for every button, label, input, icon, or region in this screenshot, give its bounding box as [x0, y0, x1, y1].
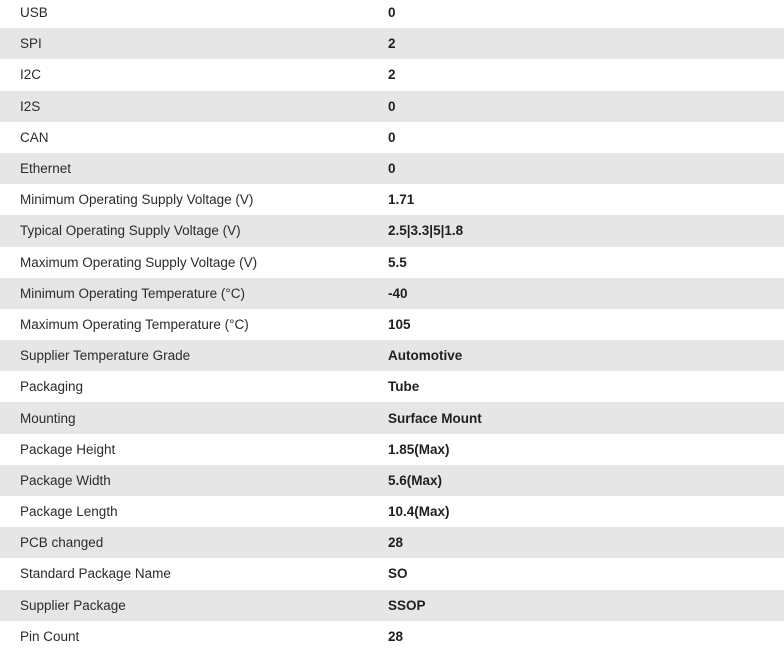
spec-row-package-width	[0, 465, 784, 496]
spec-row-i2c	[0, 59, 784, 90]
spec-label: Maximum Operating Supply Voltage (V)	[20, 254, 258, 270]
spec-value: 105	[388, 316, 411, 332]
spec-value: Automotive	[388, 348, 463, 364]
spec-row-mounting	[0, 402, 784, 433]
spec-label: I2C	[20, 67, 42, 83]
spec-row-standard-package-name	[0, 558, 784, 589]
spec-value: 0	[388, 129, 396, 145]
spec-row-package-height	[0, 434, 784, 465]
spec-label: Minimum Operating Temperature (°C)	[20, 285, 245, 301]
spec-value: 28	[388, 628, 404, 644]
spec-row-max-operating-temperature	[0, 309, 784, 340]
spec-row-spi	[0, 28, 784, 59]
spec-row-max-supply-voltage	[0, 247, 784, 278]
spec-value: 2	[388, 36, 396, 52]
spec-value: SSOP	[388, 597, 426, 613]
spec-row-min-supply-voltage	[0, 184, 784, 215]
spec-label: Typical Operating Supply Voltage (V)	[20, 223, 241, 239]
spec-value: 0	[388, 5, 396, 21]
spec-row-can	[0, 122, 784, 153]
spec-label: Packaging	[20, 379, 84, 395]
spec-row-package-length	[0, 496, 784, 527]
spec-label: Pin Count	[20, 628, 80, 644]
spec-row-temperature-grade	[0, 340, 784, 371]
spec-value: 0	[388, 98, 396, 114]
spec-value: 10.4(Max)	[388, 504, 450, 520]
spec-label: PCB changed	[20, 535, 104, 551]
spec-row-ethernet	[0, 153, 784, 184]
spec-value: 0	[388, 161, 396, 177]
spec-value: 28	[388, 535, 404, 551]
spec-row-pin-count	[0, 621, 784, 652]
spec-label: Package Length	[20, 504, 118, 520]
spec-value: 2	[388, 67, 396, 83]
spec-label: Supplier Package	[20, 597, 126, 613]
spec-row-min-operating-temperature	[0, 278, 784, 309]
spec-label: Package Width	[20, 472, 111, 488]
spec-value: 5.5	[388, 254, 407, 270]
spec-value: 1.85(Max)	[388, 441, 450, 457]
spec-label: Mounting	[20, 410, 76, 426]
spec-row-i2s	[0, 91, 784, 122]
spec-value: 2.5|3.3|5|1.8	[388, 223, 464, 239]
spec-value: 1.71	[388, 192, 415, 208]
spec-value: Surface Mount	[388, 410, 482, 426]
spec-row-supplier-package	[0, 590, 784, 621]
spec-label: I2S	[20, 98, 41, 114]
spec-label: Ethernet	[20, 161, 72, 177]
spec-row-usb	[0, 0, 784, 28]
spec-label: Standard Package Name	[20, 566, 171, 582]
spec-value: SO	[388, 566, 408, 582]
spec-value: 5.6(Max)	[388, 472, 443, 488]
spec-label: CAN	[20, 129, 49, 145]
spec-label: Maximum Operating Temperature (°C)	[20, 316, 249, 332]
spec-row-packaging	[0, 371, 784, 402]
spec-label: Minimum Operating Supply Voltage (V)	[20, 192, 254, 208]
spec-row-typical-supply-voltage	[0, 215, 784, 246]
spec-value: Tube	[388, 379, 420, 395]
spec-label: SPI	[20, 36, 42, 52]
spec-label: Supplier Temperature Grade	[20, 348, 191, 364]
spec-row-pcb-changed	[0, 527, 784, 558]
spec-value: -40	[388, 285, 408, 301]
spec-label: Package Height	[20, 441, 116, 457]
spec-label: USB	[20, 5, 48, 21]
